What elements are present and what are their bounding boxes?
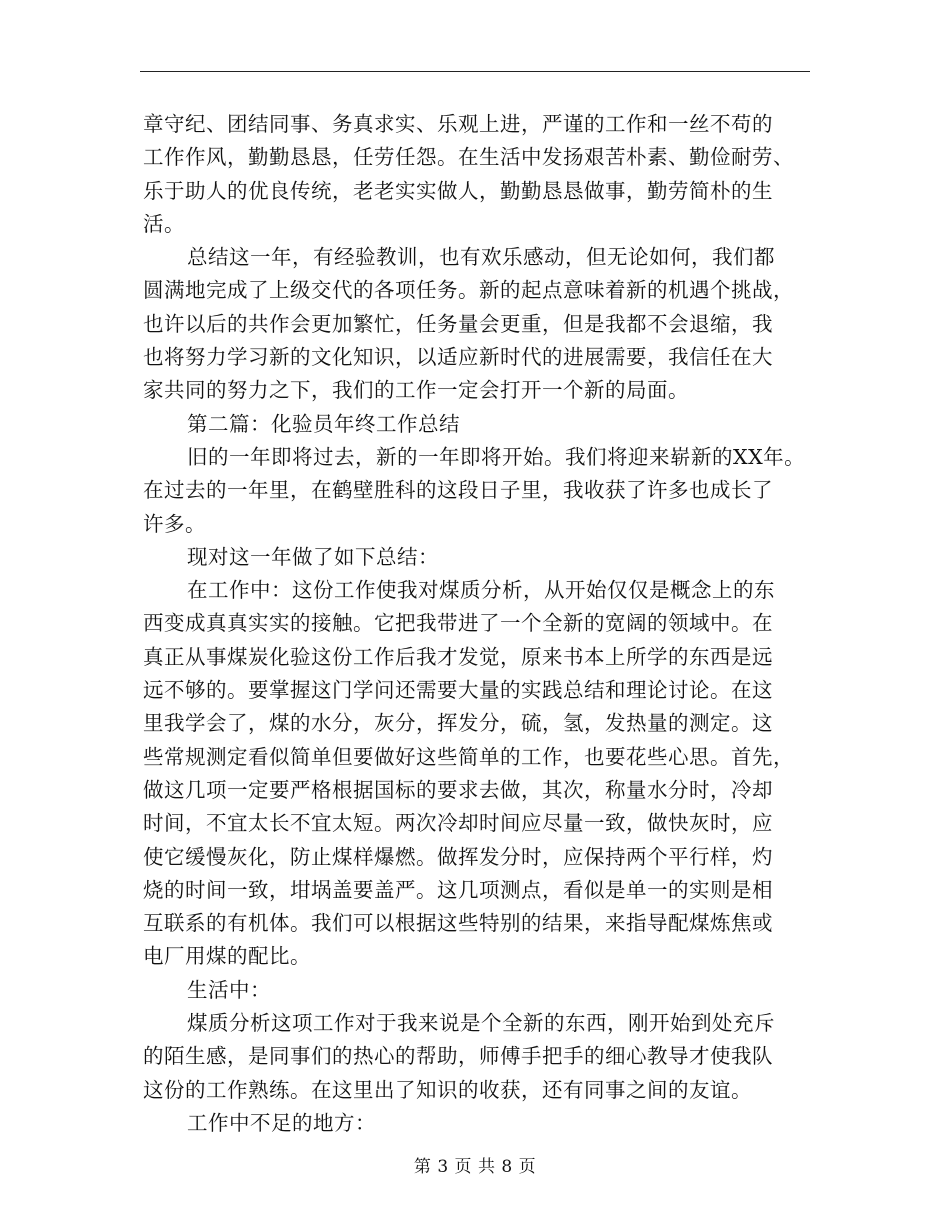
text-line: 些常规测定看似简单但要做好这些简单的工作，也要花些心思。首先，: [143, 744, 794, 769]
text-line: 的陌生感，是同事们的热心的帮助，师傅手把手的细心教导才使我队: [143, 1044, 773, 1069]
text-line: 做这几项一定要严格根据国标的要求去做，其次，称量水分时，冷却: [143, 777, 773, 802]
text-line: 远不够的。要掌握这门学问还需要大量的实践总结和理论讨论。在这: [143, 678, 773, 703]
paragraph-start: 总结这一年，有经验教训，也有欢乐感动，但无论如何，我们都: [187, 245, 775, 270]
text-line: 真正从事煤炭化验这份工作后我才发觉，原来书本上所学的东西是远: [143, 644, 773, 669]
text-line: 西变成真真实实的接触。它把我带进了一个全新的宽阔的领域中。在: [143, 611, 773, 636]
text-line: 乐于助人的优良传统，老老实实做人，勤勤恳恳做事，勤劳简朴的生: [143, 178, 773, 203]
paragraph-start: 工作中不足的地方：: [187, 1110, 376, 1135]
body-text: [143, 108, 833, 1140]
text-line: 家共同的努力之下，我们的工作一定会打开一个新的局面。: [143, 378, 689, 403]
text-line: 使它缓慢灰化，防止煤样爆燃。做挥发分时，应保持两个平行样，灼: [143, 844, 773, 869]
text-line: 里我学会了，煤的水分，灰分，挥发分，硫，氢，发热量的测定。这: [143, 711, 773, 736]
section-heading: 第二篇：化验员年终工作总结: [187, 411, 460, 436]
text-line: 这份的工作熟练。在这里出了知识的收获，还有同事之间的友谊。: [143, 1077, 752, 1102]
text-line: 电厂用煤的配比。: [143, 944, 311, 969]
text-line: 互联系的有机体。我们可以根据这些特别的结果，来指导配煤炼焦或: [143, 911, 773, 936]
paragraph-start: 在工作中：这份工作使我对煤质分析，从开始仅仅是概念上的东: [187, 578, 775, 603]
text-line: 烧的时间一致，坩埚盖要盖严。这几项测点，看似是单一的实则是相: [143, 877, 773, 902]
text-line: 时间，不宜太长不宜太短。两次冷却时间应尽量一致，做快灰时，应: [143, 811, 773, 836]
paragraph-start: 现对这一年做了如下总结：: [187, 544, 439, 569]
page-footer: 第 3 页 共 8 页: [413, 1157, 537, 1177]
text-line: 圆满地完成了上级交代的各项任务。新的起点意味着新的机遇个挑战，: [143, 278, 794, 303]
paragraph-start: 煤质分析这项工作对于我来说是个全新的东西，刚开始到处充斥: [187, 1011, 775, 1036]
text-line: 章守纪、团结同事、务真求实、乐观上进，严谨的工作和一丝不苟的: [143, 112, 773, 136]
text-line: 许多。: [143, 511, 206, 536]
paragraph-start: 旧的一年即将过去，新的一年即将开始。我们将迎来崭新的XX年。: [187, 444, 806, 469]
text-line: 工作作风，勤勤恳恳，任劳任怨。在生活中发扬艰苦朴素、勤俭耐劳、: [143, 145, 794, 170]
text-line: 也将努力学习新的文化知识，以适应新时代的进展需要，我信任在大: [143, 345, 773, 370]
text-line: 在过去的一年里，在鹤壁胜科的这段日子里，我收获了许多也成长了: [143, 478, 773, 503]
paragraph-start: 生活中：: [187, 977, 271, 1002]
header-rule: [140, 71, 810, 72]
text-line: 活。: [143, 211, 185, 236]
text-line: 也许以后的共作会更加繁忙，任务量会更重，但是我都不会退缩，我: [143, 311, 773, 336]
